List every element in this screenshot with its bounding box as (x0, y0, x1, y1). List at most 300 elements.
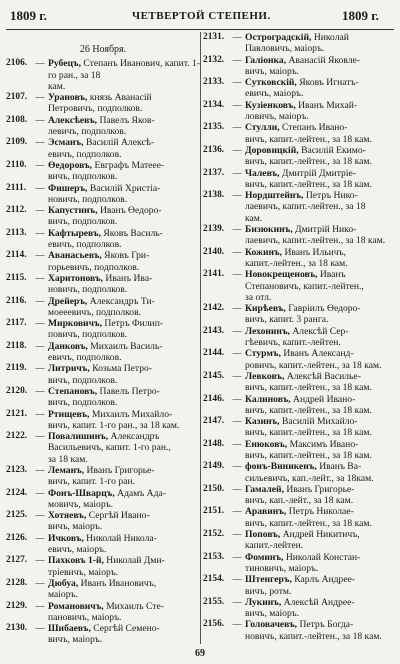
entry-number: 2152. (203, 529, 225, 540)
entry-surname: Штенгеръ, (245, 574, 292, 586)
register-entry (203, 145, 397, 168)
entry-continuation-line: кам. (245, 212, 263, 224)
register-entry (203, 247, 397, 270)
entry-text (245, 552, 397, 563)
entry-continuation-line: вичъ, подполков. (48, 216, 118, 228)
entry-dash: — (232, 596, 242, 607)
entry-surname: Повалишинъ, (48, 431, 109, 443)
entry-dash: — (232, 246, 242, 257)
entry-number: 2139. (203, 224, 225, 235)
entry-dash: — (35, 510, 45, 521)
entry-number: 2112. (6, 205, 27, 216)
entry-surname: Лехонинъ, (245, 325, 290, 337)
register-entry (6, 363, 200, 386)
entry-number: 2141. (203, 269, 225, 280)
entry-text (245, 122, 397, 133)
entry-number: 2148. (203, 438, 225, 449)
register-entry (6, 431, 200, 465)
entry-line: Карлъ Андрее- (294, 574, 356, 586)
register-entry (6, 510, 200, 533)
entry-text (48, 555, 200, 566)
register-entry (6, 623, 200, 646)
register-entry (203, 439, 397, 462)
register-entry (6, 488, 200, 511)
entry-surname: Кожинъ, (245, 246, 283, 258)
entry-surname: Ртищевъ, (48, 408, 90, 420)
entry-number: 2140. (203, 246, 225, 257)
entry-line: Павелъ Петро- (99, 385, 160, 397)
entry-continuation-line: евичъ, подполков. (48, 148, 122, 160)
entry-line: Алексѣй Андрее- (283, 596, 355, 608)
entry-number: 2146. (203, 393, 225, 404)
register-entry (6, 465, 200, 488)
entry-continuation-line: Павловичъ, маіоръ. (245, 43, 325, 55)
entry-number: 2115. (6, 272, 27, 283)
entry-surname: Дюбуа, (48, 577, 79, 589)
entry-number: 2125. (6, 510, 28, 521)
entry-text (48, 623, 200, 634)
page-header (0, 6, 400, 28)
entry-text (245, 371, 397, 382)
entry-first-line (203, 529, 397, 540)
entry-first-line (203, 371, 397, 382)
entry-line: Иванъ Григорье- (286, 483, 355, 495)
entry-number: 2119. (6, 363, 27, 374)
entry-line: Михаилъ Сте- (106, 600, 164, 612)
entry-continuation-line: евичъ, маіоръ. (245, 88, 304, 100)
entry-continuation-line: вичъ, капит. 3 ранга. (245, 314, 329, 326)
entry-line: Петръ Николае- (288, 506, 354, 518)
entry-continuation-line: вичъ, маіоръ. (48, 521, 103, 533)
register-entry (203, 122, 397, 145)
entry-dash: — (232, 619, 242, 630)
entry-surname: Капустинъ, (48, 205, 98, 217)
entry-dash: — (232, 325, 242, 336)
entry-text (48, 533, 200, 544)
entry-dash: — (35, 487, 45, 498)
entry-line: Иванъ Ивановичъ, (80, 577, 157, 589)
entry-dash: — (232, 416, 242, 427)
entry-number: 2128. (6, 577, 28, 588)
entry-surname: Нордштейнъ, (245, 190, 304, 202)
entry-number: 2107. (6, 92, 28, 103)
entry-first-line (6, 183, 200, 194)
entry-dash: — (232, 506, 242, 517)
entry-line: Петръ Богда- (299, 619, 354, 631)
entry-first-line (6, 601, 200, 612)
entry-text (48, 273, 200, 284)
entry-surname: Данковъ, (48, 340, 88, 352)
entry-line: Яковъ Гри- (104, 250, 150, 262)
register-entry (203, 416, 397, 439)
entry-text (245, 416, 397, 427)
entry-continuation-line: повичъ, подполков. (48, 329, 128, 341)
register-entry (6, 296, 200, 319)
entry-continuation-line: евичъ, подполков. (48, 239, 122, 251)
register-entry (203, 168, 397, 191)
entry-first-line (6, 465, 200, 476)
entry-first-line (6, 58, 200, 81)
entry-dash: — (232, 122, 242, 133)
entry-continuation-line: горьевичъ, подполков. (48, 261, 140, 273)
entry-first-line (6, 318, 200, 329)
entry-text (245, 597, 397, 608)
entry-line: Евграфъ Матеее- (94, 159, 165, 171)
entry-continuation-line: гѣевичъ, капит.-лейтен. (245, 337, 341, 349)
entry-dash: — (232, 483, 242, 494)
register-entry (203, 55, 397, 78)
register-entry (203, 348, 397, 371)
entry-line: Яковъ Василь- (103, 227, 163, 239)
entry-dash: — (35, 205, 45, 216)
entry-continuation-line: тиновичъ, маіоръ. (245, 562, 319, 574)
entry-dash: — (35, 182, 45, 193)
entry-continuation-line: тріевичъ, маіоръ. (48, 566, 119, 578)
entry-number: 2129. (6, 600, 28, 611)
entry-line: Андрей Никитичъ, (282, 529, 360, 541)
entry-first-line (6, 555, 200, 566)
entry-number: 2121. (6, 408, 28, 419)
entry-line: Иванъ Михай- (298, 99, 358, 111)
entry-text (48, 115, 200, 126)
register-entry (6, 533, 200, 556)
entry-first-line (203, 145, 397, 156)
entry-first-line (6, 409, 200, 420)
entry-line: Иванъ Григорье- (86, 464, 155, 476)
entry-line: Михаилъ Михайло- (91, 408, 173, 420)
entry-number: 2127. (6, 555, 28, 566)
register-entry (6, 160, 200, 183)
entry-continuation-line: Петровичъ, подполков. (48, 103, 143, 115)
entry-number: 2114. (6, 250, 27, 261)
entry-first-line (203, 394, 397, 405)
entry-first-line (6, 160, 200, 171)
entry-number: 2137. (203, 167, 225, 178)
entry-first-line (6, 228, 200, 239)
register-entry (203, 574, 397, 597)
entry-text (245, 461, 397, 472)
entry-first-line (203, 416, 397, 427)
entry-surname: Пахковъ 1-й, (48, 555, 104, 567)
entry-surname: Гамалей, (245, 483, 284, 495)
entry-surname: Лукинъ, (245, 596, 282, 608)
entry-text (48, 137, 200, 148)
register-entry (203, 224, 397, 247)
entry-surname: Фонъ-Шварцъ, (48, 487, 115, 499)
entry-dash: — (35, 532, 45, 543)
entry-line: Николай (313, 32, 349, 43)
entry-dash: — (232, 303, 242, 314)
right-column (203, 32, 397, 642)
entry-text (245, 224, 397, 235)
entry-number: 2122. (6, 431, 28, 442)
entry-line: Сергѣй Семено- (93, 623, 160, 635)
entry-first-line (6, 137, 200, 148)
entry-surname: Остроградскій, (245, 32, 312, 43)
entry-number: 2126. (6, 532, 28, 543)
column-divider (200, 32, 201, 644)
entry-first-line (6, 273, 200, 284)
entry-text (245, 484, 397, 495)
entry-number: 2120. (6, 385, 28, 396)
entry-surname: Галіонка, (245, 54, 287, 66)
register-entry (203, 597, 397, 620)
entry-surname: Доровицкій, (245, 144, 299, 156)
entry-dash: — (35, 114, 45, 125)
register-entry (6, 92, 200, 115)
entry-dash: — (232, 190, 242, 201)
register-entry (6, 409, 200, 432)
entry-text (48, 431, 200, 442)
entry-dash: — (232, 269, 242, 280)
entry-text (245, 619, 397, 630)
entry-text (245, 439, 397, 450)
entry-first-line (6, 623, 200, 634)
entry-number: 2133. (203, 77, 225, 88)
entry-number: 2113. (6, 227, 27, 238)
entry-number: 2108. (6, 114, 28, 125)
entry-line: Александръ (110, 431, 160, 443)
entry-text (48, 58, 200, 81)
entry-dash: — (232, 144, 242, 155)
entry-line: Николай Никола- (86, 532, 157, 544)
entry-line: Гавріилъ Өедоро- (288, 303, 361, 315)
entry-first-line (203, 55, 397, 66)
entry-first-line (203, 303, 397, 314)
entry-surname: Мирковичъ, (48, 318, 102, 330)
entry-first-line (203, 574, 397, 585)
entry-continuation-line: новичъ, подполков. (48, 193, 128, 205)
entry-continuation-line: вичъ, капит.-лейтен., за 18 кам. (245, 382, 372, 394)
entry-dash: — (35, 318, 45, 329)
entry-line: Дмитрій Нико- (295, 224, 357, 236)
entry-line: Иванъ (319, 269, 346, 281)
entry-text (48, 296, 200, 307)
entry-continuation-line: вичъ, подполков. (48, 374, 118, 386)
entry-continuation-line: лаевичъ, капит.-лейтен., за 18 кам. (245, 235, 386, 247)
entry-continuation-line: кам. (48, 80, 66, 92)
entry-continuation-line: капит.-лейтен., за 18 кам. (245, 257, 348, 269)
entry-surname: Литричъ, (48, 363, 90, 375)
entry-continuation-line: вичъ, капит.-лейтен., за 18 кам. (245, 404, 372, 416)
entry-surname: Шибаевъ, (48, 623, 91, 635)
entry-line: Андрей Ивано- (293, 393, 356, 405)
entry-text (245, 190, 397, 201)
entry-surname: Головачевъ, (245, 619, 298, 631)
entry-first-line (203, 168, 397, 179)
entry-number: 2147. (203, 416, 225, 427)
entry-surname: Харитоновъ, (48, 272, 103, 284)
entry-surname: Аванасьевъ, (48, 250, 102, 262)
entry-dash: — (232, 224, 242, 235)
entry-line: Дмитрій Дмитріе- (281, 167, 356, 179)
entry-line: Петръ Нико- (305, 190, 358, 202)
entry-line: Максимъ Ивано- (289, 438, 359, 450)
entry-surname: Кафтыревъ, (48, 227, 101, 239)
entry-continuation-line: вичъ, подполков. (48, 397, 118, 409)
entry-continuation-line: вичъ, капит.-лейтен., за 18 кам. (245, 449, 372, 461)
entry-number: 2153. (203, 551, 225, 562)
entry-dash: — (232, 393, 242, 404)
entry-dash: — (35, 385, 45, 396)
entry-dash: — (35, 363, 45, 374)
left-column (6, 32, 200, 646)
entry-line: Василій Екимо- (301, 144, 366, 156)
entry-surname: Новокрещеновъ, (245, 269, 318, 281)
entry-line: Николай Констан- (285, 551, 361, 563)
entry-dash: — (232, 167, 242, 178)
entry-continuation-line: ловичъ, маіоръ. (245, 111, 309, 123)
entry-line: Степанъ Иванович, капит. 1-го ран., за 18 (48, 58, 200, 81)
entry-first-line (6, 296, 200, 307)
entry-surname: Рубецъ, (48, 58, 81, 70)
entry-surname: Алексѣевъ, (48, 114, 98, 126)
entry-text (48, 183, 200, 194)
entry-surname: Фоминъ, (245, 551, 284, 563)
entry-continuation-line: вичъ, маіоръ. (245, 65, 300, 77)
entry-continuation-line: вичъ, маіоръ. (245, 608, 300, 620)
entry-first-line (203, 326, 397, 337)
register-entry (6, 183, 200, 206)
entry-text (245, 247, 397, 258)
entry-text (48, 160, 200, 171)
entry-number: 2110. (6, 159, 27, 170)
entry-number: 2145. (203, 370, 225, 381)
entry-text (245, 168, 397, 179)
entry-surname: Поповъ, (245, 529, 281, 541)
entry-text (245, 394, 397, 405)
entry-first-line (203, 439, 397, 450)
entry-dash: — (35, 431, 45, 442)
entry-dash: — (232, 574, 242, 585)
entry-text (245, 145, 397, 156)
register-entry (6, 555, 200, 578)
register-entry (203, 552, 397, 575)
entry-surname: фонъ-Виникенъ, (245, 461, 317, 473)
entry-text (245, 55, 397, 66)
entry-number: 2118. (6, 340, 27, 351)
entry-first-line (203, 484, 397, 495)
entry-first-line (203, 552, 397, 563)
entry-continuation-line: Васильевичъ, капит. 1-го ран., (48, 442, 171, 454)
entry-first-line (6, 363, 200, 374)
entry-surname: Чалевъ, (245, 167, 280, 179)
entry-dash: — (35, 600, 45, 611)
entry-dash: — (35, 408, 45, 419)
entry-line: Иванъ Өедоро- (99, 205, 162, 217)
entry-continuation-line: лаевичъ, капит.-лейтен., за 18 (245, 201, 366, 213)
register-entry (6, 578, 200, 601)
entry-number: 2132. (203, 54, 225, 65)
register-entry (203, 394, 397, 417)
register-entry (6, 386, 200, 409)
entry-continuation-line: капит.-лейтен. (245, 540, 304, 552)
entry-surname: Дрейеръ, (48, 295, 88, 307)
header-year-right: 1809 г. (342, 8, 379, 23)
entry-continuation-line: мовичъ, маіоръ. (48, 498, 113, 510)
entry-line: Николай Дми- (106, 555, 165, 567)
entry-first-line (6, 205, 200, 216)
entry-text (245, 77, 397, 88)
entry-text (48, 205, 200, 216)
register-entry (6, 115, 200, 138)
entry-number: 2138. (203, 190, 225, 201)
section-date: 26 Ноября. (79, 44, 127, 55)
register-entry (203, 619, 397, 642)
entry-dash: — (35, 137, 45, 148)
entry-surname: Аравинъ, (245, 506, 287, 518)
entry-first-line (203, 122, 397, 133)
entry-number: 2130. (6, 623, 28, 634)
entry-first-line (6, 488, 200, 499)
entry-continuation-line: вичъ, капит.-лейтен., за 18 кам. (245, 517, 372, 529)
entry-dash: — (35, 58, 45, 69)
entry-dash: — (35, 92, 45, 103)
entry-text (48, 386, 200, 397)
entry-text (48, 363, 200, 374)
entry-text (48, 510, 200, 521)
entry-continuation-line: вичъ, подполков. (48, 171, 118, 183)
entry-text (48, 250, 200, 261)
entry-continuation-line: вичъ, капит. 1-го ран. (48, 476, 135, 488)
entry-continuation-line: за отл. (245, 291, 272, 303)
entry-first-line (203, 247, 397, 258)
entry-number: 2136. (203, 144, 225, 155)
entry-number: 2124. (6, 487, 28, 498)
entry-first-line (203, 597, 397, 608)
register-entry (203, 190, 397, 224)
entry-continuation-line: евичъ, подполков. (48, 352, 122, 364)
register-entry (203, 506, 397, 529)
entry-number: 2117. (6, 318, 27, 329)
entry-number: 2123. (6, 464, 28, 475)
entry-dash: — (35, 623, 45, 634)
entry-first-line (203, 619, 397, 630)
entry-continuation-line: левичъ, подполков. (48, 126, 127, 138)
entry-line: Михаилъ Василь- (90, 340, 163, 352)
entry-number: 2111. (6, 182, 27, 193)
entry-line: Иванъ Ива- (105, 272, 153, 284)
entry-number: 2106. (6, 58, 28, 69)
entry-line: Иванъ Ва- (319, 461, 362, 473)
register-entry (6, 318, 200, 341)
entry-line: Алексѣй Василье- (286, 370, 361, 382)
register-entry (6, 601, 200, 624)
entry-number: 2109. (6, 137, 28, 148)
entry-surname: Кирѣевъ, (245, 303, 286, 315)
entry-surname: Өедоровъ, (48, 159, 93, 171)
entry-dash: — (35, 340, 45, 351)
entry-surname: Степановъ, (48, 385, 98, 397)
entry-first-line (6, 510, 200, 521)
entry-first-line (203, 461, 397, 472)
entry-continuation-line: вичъ, кап.-лейт., за 18 кам. (245, 495, 354, 507)
register-entry (203, 303, 397, 326)
entry-dash: — (232, 370, 242, 381)
entry-surname: Хотяевъ, (48, 510, 87, 522)
entry-number: 2142. (203, 303, 225, 314)
entry-surname: Сутковскій, (245, 77, 297, 89)
register-entry (203, 269, 397, 303)
entry-dash: — (35, 159, 45, 170)
entry-dash: — (35, 464, 45, 475)
entry-line: Петръ Филип- (104, 318, 164, 330)
entry-number: 2154. (203, 574, 225, 585)
entry-surname: Левковъ, (245, 370, 285, 382)
register-entry (6, 341, 200, 364)
register-entry (203, 529, 397, 552)
entry-continuation-line: сильевичъ, кап.-лейт., за 18кам. (245, 472, 374, 484)
